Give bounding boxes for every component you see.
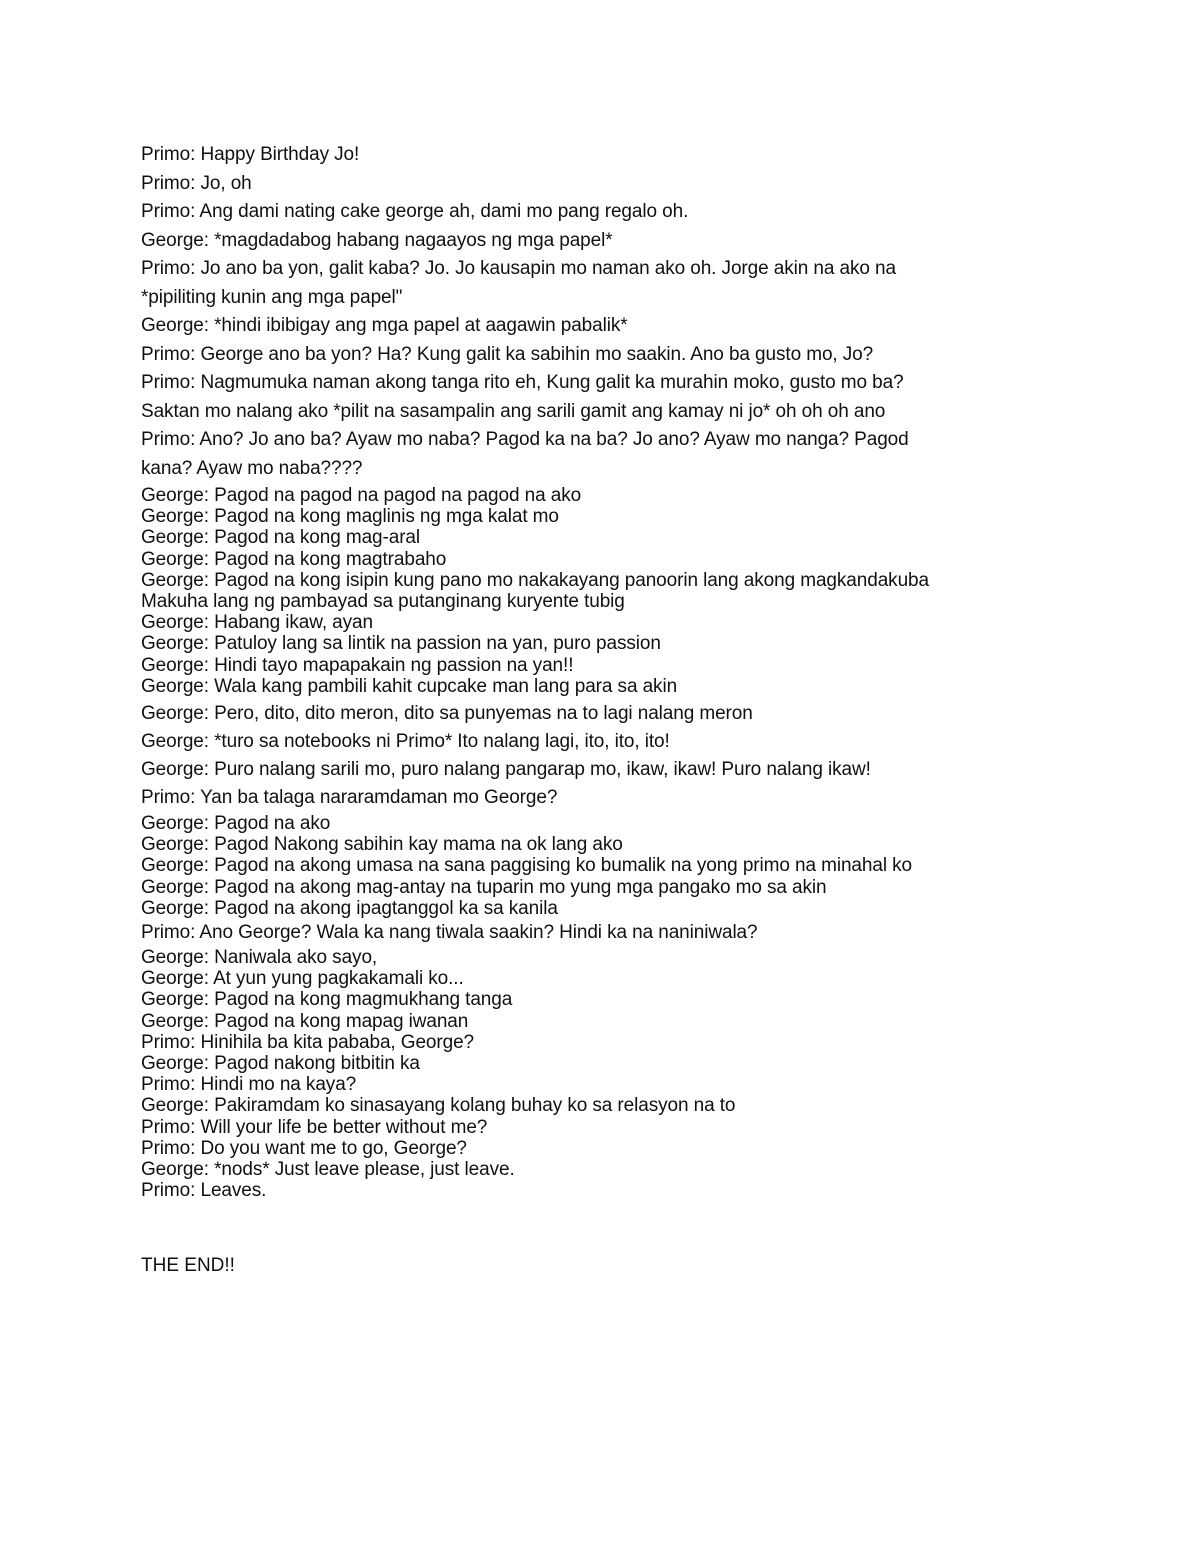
dialogue-line: Primo: Do you want me to go, George? xyxy=(141,1137,467,1159)
dialogue-line: George: Hindi tayo mapapakain ng passion na yan!! xyxy=(141,654,574,676)
dialogue-line: Primo: Hinihila ba kita pababa, George? xyxy=(141,1031,475,1053)
dialogue-line: George: Pagod nakong bitbitin ka xyxy=(141,1053,420,1075)
dialogue-line: Primo: Will your life be better without me? xyxy=(141,1116,488,1138)
dialogue-line: Primo: Leaves. xyxy=(141,1180,267,1202)
dialogue-line: George: Pagod na kong magtrabaho xyxy=(141,548,447,570)
dialogue-line: Primo: Jo ano ba yon, galit kaba? Jo. Jo kausapin mo naman ako oh. Jorge akin na ako na xyxy=(141,258,896,279)
dialogue-line: George: Patuloy lang sa lintik na passion na yan, puro passion xyxy=(141,633,661,655)
dialogue-block xyxy=(141,921,1081,945)
dialogue-line: George: Habang ikaw, ayan xyxy=(141,612,373,634)
dialogue-line: George: Pagod Nakong sabihin kay mama na ok lang ako xyxy=(141,834,623,856)
dialogue-line: Saktan mo nalang ako *pilit na sasampalin ang sarili gamit ang kamay ni jo* oh oh oh ano xyxy=(141,400,886,422)
dialogue-block xyxy=(141,700,1081,812)
dialogue-line: George: Naniwala ako sayo, xyxy=(141,947,378,969)
dialogue-line: George: Pagod na kong magmukhang tanga xyxy=(141,989,513,1011)
dialogue-line: George: Pagod na kong maglinis ng mga kalat mo xyxy=(141,506,559,528)
dialogue-line: George: At yun yung pagkakamali ko... xyxy=(141,968,464,990)
dialogue-line: George: Pagod na kong isipin kung pano mo nakakayang panoorin lang akong magkandakuba xyxy=(141,569,929,591)
dialogue-line: Primo: Happy Birthday Jo! xyxy=(141,144,360,165)
dialogue-block xyxy=(141,485,1081,697)
script-body xyxy=(141,141,1081,1201)
dialogue-line: Primo: Ano George? Wala ka nang tiwala saakin? Hindi ka na naniniwala? xyxy=(141,922,758,944)
dialogue-line: Primo: Hindi mo na kaya? xyxy=(141,1074,357,1096)
dialogue-line: *pipiliting kunin ang mga papel" xyxy=(141,286,403,308)
dialogue-line: Primo: George ano ba yon? Ha? Kung galit ka sabihin mo saakin. Ano ba gusto mo, Jo? xyxy=(141,343,874,365)
dialogue-line: George: *nods* Just leave please, just leave. xyxy=(141,1159,515,1181)
the-end-text: THE END!! xyxy=(141,1255,235,1276)
dialogue-line: Makuha lang ng pambayad sa putanginang kuryente tubig xyxy=(141,591,625,613)
dialogue-line: George: Puro nalang sarili mo, puro nalang pangarap mo, ikaw, ikaw! Puro nalang ikaw! xyxy=(141,759,871,781)
dialogue-line: Primo: Ano? Jo ano ba? Ayaw mo naba? Pagod ka na ba? Jo ano? Ayaw mo nanga? Pagod xyxy=(141,429,909,450)
dialogue-line: George: *hindi ibibigay ang mga papel at aagawin pabalik* xyxy=(141,315,628,336)
dialogue-line: George: Pagod na akong umasa na sana paggising ko bumalik na yong primo na minahal ko xyxy=(141,855,913,877)
dialogue-line: Primo: Ang dami nating cake george ah, dami mo pang regalo oh. xyxy=(141,201,689,222)
dialogue-line: Primo: Nagmumuka naman akong tanga rito eh, Kung galit ka murahin moko, gusto mo ba? xyxy=(141,372,904,393)
dialogue-line: George: Pagod na ako xyxy=(141,813,331,835)
dialogue-line: George: Pagod na kong mag-aral xyxy=(141,527,421,549)
dialogue-line: Primo: Jo, oh xyxy=(141,172,252,194)
dialogue-line: George: Wala kang pambili kahit cupcake man lang para sa akin xyxy=(141,675,678,697)
dialogue-line: George: Pero, dito, dito meron, dito sa punyemas na to lagi nalang meron xyxy=(141,703,753,725)
dialogue-line: George: Pagod na kong mapag iwanan xyxy=(141,1010,469,1032)
dialogue-line: George: Pagod na akong ipagtanggol ka sa kanila xyxy=(141,897,558,919)
dialogue-block xyxy=(141,947,1081,1201)
dialogue-line: George: Pakiramdam ko sinasayang kolang buhay ko sa relasyon na to xyxy=(141,1095,736,1117)
dialogue-block xyxy=(141,813,1081,919)
dialogue-line: kana? Ayaw mo naba???? xyxy=(141,457,363,479)
dialogue-line: George: *magdadabog habang nagaayos ng mga papel* xyxy=(141,229,613,251)
dialogue-line: George: Pagod na pagod na pagod na pagod na ako xyxy=(141,485,582,506)
dialogue-line: George: Pagod na akong mag-antay na tuparin mo yung mga pangako mo sa akin xyxy=(141,876,827,898)
dialogue-line: Primo: Yan ba talaga nararamdaman mo George? xyxy=(141,787,558,809)
dialogue-block xyxy=(141,141,1081,483)
dialogue-line: George: *turo sa notebooks ni Primo* Ito nalang lagi, ito, ito, ito! xyxy=(141,731,670,753)
